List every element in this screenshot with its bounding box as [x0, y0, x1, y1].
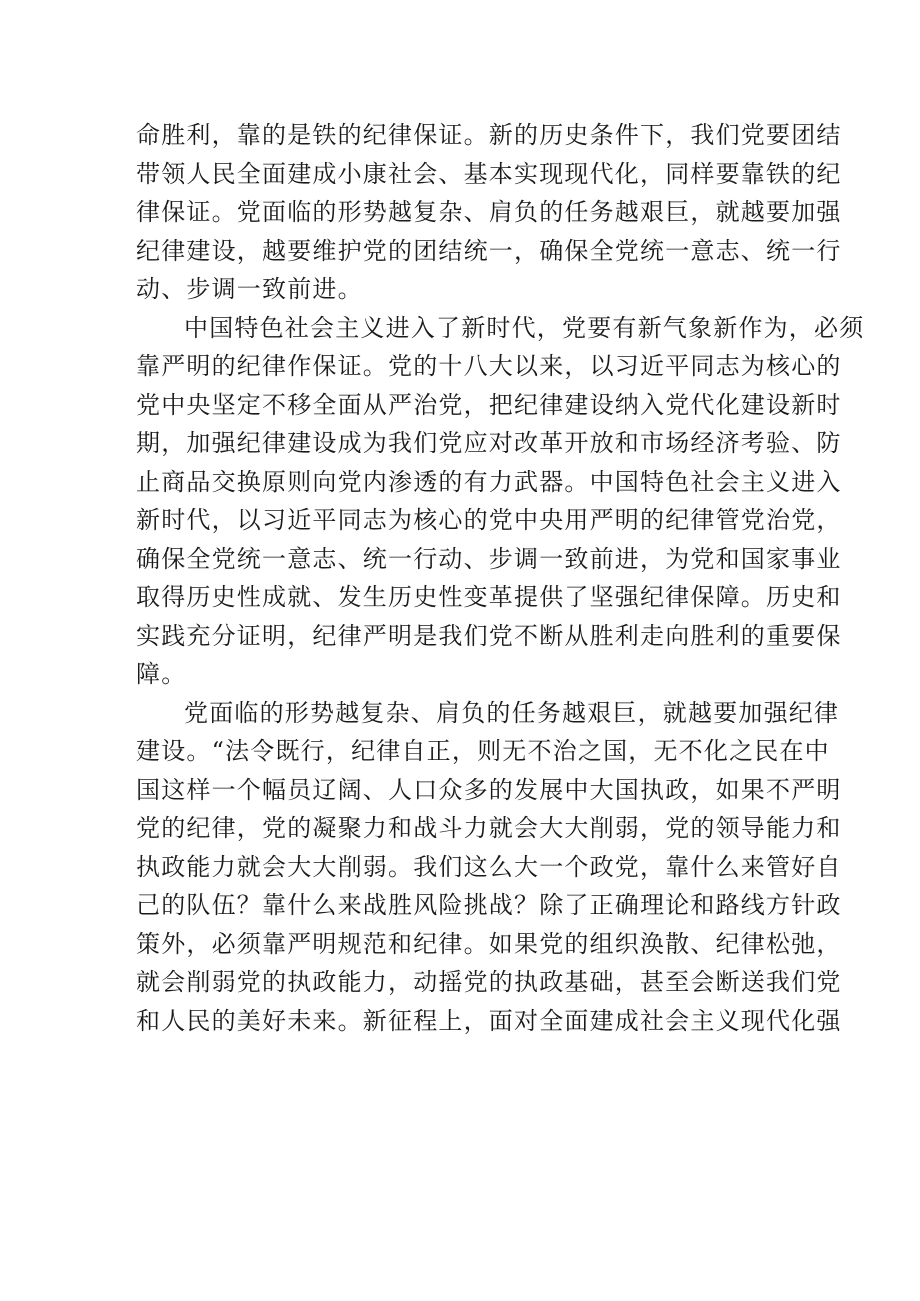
paragraph-2	[136, 309, 865, 694]
text-line: 确保全党统一意志、统一行动、步调一致前进，为党和国家事业	[136, 544, 842, 573]
text-line: 党中央坚定不移全面从严治党，把纪律建设纳入党代化建设新时	[136, 390, 842, 419]
text-line: 党的纪律，党的凝聚力和战斗力就会大大削弱，党的领导能力和	[136, 814, 842, 842]
text-line: 止商品交换原则向党内渗透的有力武器。中国特色社会主义进入	[136, 467, 842, 496]
text-line: 己的队伍？靠什么来战胜风险挑战？除了正确理论和路线方针政	[136, 891, 842, 919]
text-line: 建设。“法令既行，纪律自正，则无不治之国，无不化之民在中	[136, 737, 830, 765]
paragraph-3	[136, 694, 842, 1041]
text-line: 就会削弱党的执政能力，动摇党的执政基础，甚至会断送我们党	[136, 968, 842, 996]
text-line: 党面临的形势越复杂、肩负的任务越艰巨，就越要加强纪律	[184, 698, 840, 727]
text-line: 国这样一个幅员辽阔、人口众多的发展中大国执政，如果不严明	[136, 775, 842, 804]
text-line: 执政能力就会大大削弱。我们这么大一个政党，靠什么来管好自	[136, 852, 842, 881]
text-line: 和人民的美好未来。新征程上，面对全面建成社会主义现代化强	[136, 1006, 842, 1035]
text-line: 纪律建设，越要维护党的团结统一，确保全党统一意志、统一行	[136, 236, 842, 265]
document-body	[136, 116, 865, 1040]
text-line: 取得历史性成就、发生历史性变革提供了坚强纪律保障。历史和	[136, 583, 842, 611]
paragraph-1	[136, 116, 842, 309]
text-line: 实践充分证明，纪律严明是我们党不断从胜利走向胜利的重要保	[136, 621, 842, 650]
text-line: 动、步调一致前进。	[136, 275, 363, 303]
text-line: 靠严明的纪律作保证。党的十八大以来，以习近平同志为核心的	[136, 352, 842, 380]
text-line: 障。	[136, 660, 187, 688]
text-line: 策外，必须靠严明规范和纪律。如果党的组织涣散、纪律松弛，	[136, 929, 842, 958]
text-line: 中国特色社会主义进入了新时代，党要有新气象新作为，必须	[184, 313, 865, 342]
text-line: 带领人民全面建成小康社会、基本实现现代化，同样要靠铁的纪	[136, 159, 842, 188]
text-line: 新时代，以习近平同志为核心的党中央用严明的纪律管党治党，	[136, 506, 842, 534]
text-line: 命胜利，靠的是铁的纪律保证。新的历史条件下，我们党要团结	[136, 121, 842, 149]
text-line: 律保证。党面临的形势越复杂、肩负的任务越艰巨，就越要加强	[136, 198, 842, 226]
text-line: 期，加强纪律建设成为我们党应对改革开放和市场经济考验、防	[136, 429, 842, 457]
